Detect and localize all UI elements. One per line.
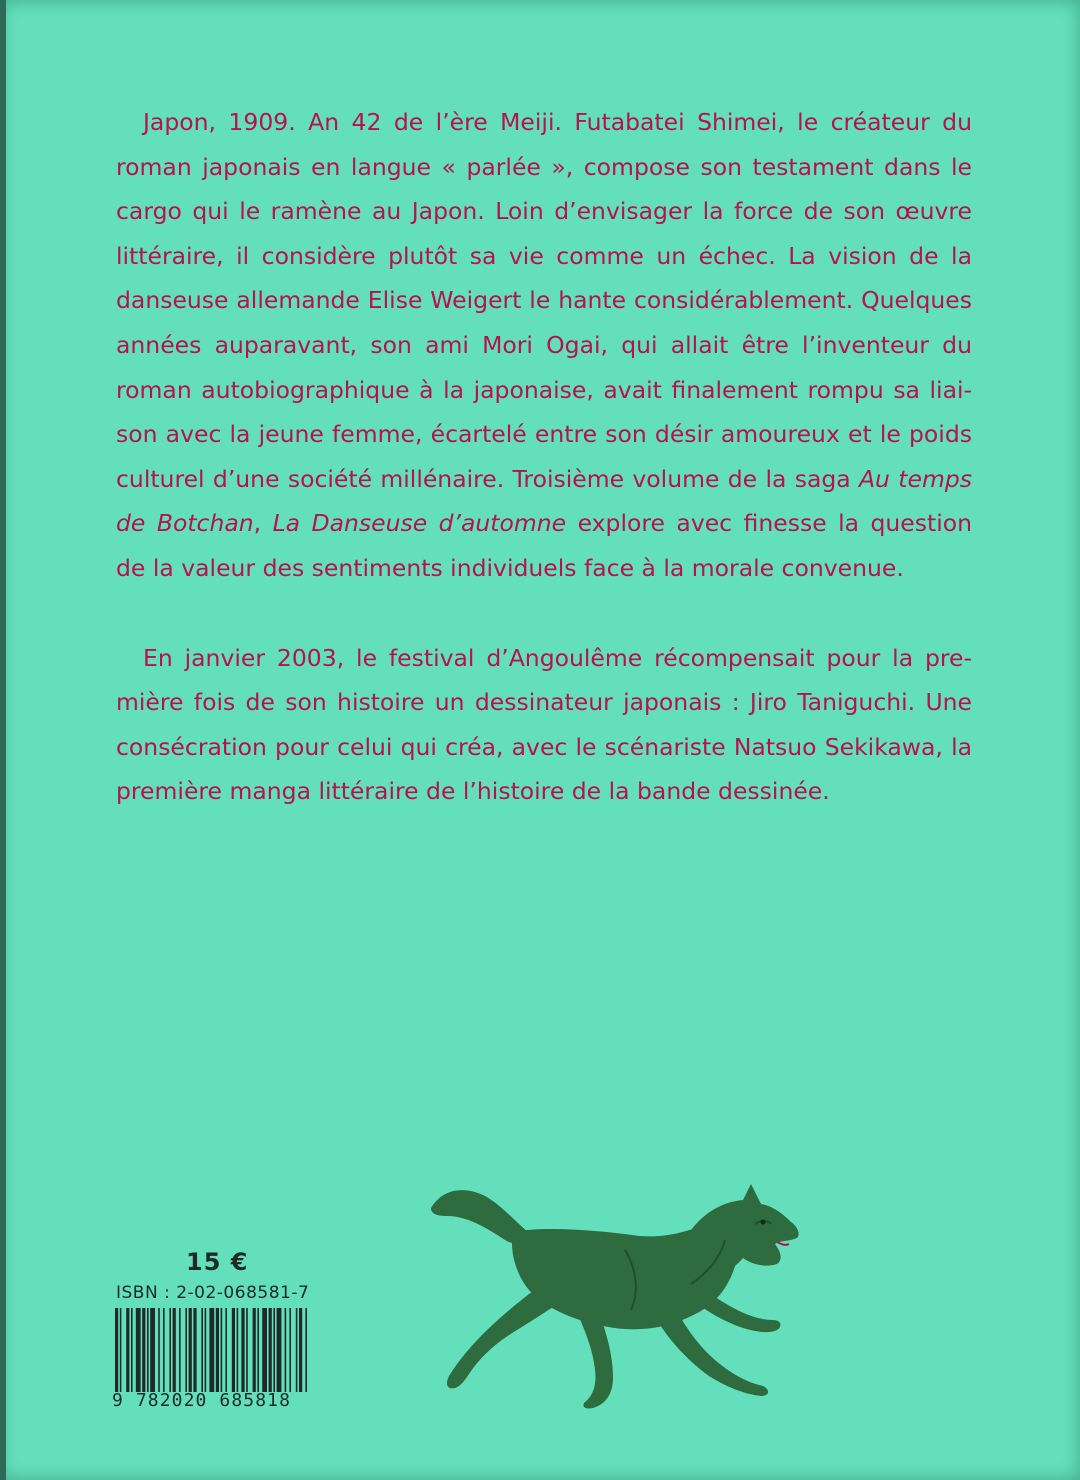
- barcode-bar: [147, 1308, 149, 1392]
- barcode-bar: [193, 1308, 196, 1392]
- barcode: [115, 1308, 310, 1392]
- barcode-bar: [205, 1308, 207, 1392]
- barcode-bar: [120, 1308, 122, 1392]
- barcode-bar: [163, 1308, 165, 1392]
- isbn-label: ISBN : 2-02-068581-7: [116, 1283, 310, 1303]
- barcode-bar: [246, 1308, 248, 1392]
- barcode-bar: [273, 1308, 275, 1392]
- author-paragraph: En janvier 2003, le festival d’Angoulême récompensait pour la première fois de son histoire un dessinateur japonais : Jiro Taniguchi. Une consécration pour celui qui créa, avec le scénariste Natsuo Sekikawa, la première manga littéraire de l’histoire de la bande dessinée.: [116, 643, 972, 806]
- barcode-bar: [221, 1308, 223, 1392]
- barcode-bar: [253, 1308, 256, 1392]
- barcode-bar: [285, 1308, 287, 1392]
- barcode-bar: [173, 1308, 176, 1392]
- title-separator: ,: [253, 509, 273, 538]
- barcode-bar: [225, 1308, 227, 1392]
- barcode-bar: [277, 1308, 282, 1392]
- barcode-bar: [241, 1308, 244, 1392]
- barcode-number: 9 782020 685818: [112, 1390, 292, 1411]
- barcode-bar: [126, 1308, 129, 1392]
- price-label: 15 €: [186, 1248, 249, 1276]
- series-title: Au temps de Botchan: [116, 464, 972, 538]
- barcode-bar: [115, 1308, 118, 1392]
- cover-edge: [0, 0, 6, 1480]
- barcode-bar: [237, 1308, 239, 1392]
- barcode-bar: [201, 1308, 203, 1392]
- barcode-bar: [169, 1308, 171, 1392]
- barcode-bar: [262, 1308, 267, 1392]
- barcode-bar: [296, 1308, 298, 1392]
- barcode-bar: [179, 1308, 181, 1392]
- barcode-bar: [269, 1308, 272, 1392]
- barcode-bar: [158, 1308, 160, 1392]
- barcode-bar: [299, 1308, 302, 1392]
- barcode-bar: [305, 1308, 307, 1392]
- barcode-bar: [189, 1308, 192, 1392]
- barcode-bar: [216, 1308, 219, 1392]
- barcode-bar: [131, 1308, 133, 1392]
- barcode-bar: [185, 1308, 187, 1392]
- synopsis-text-main: Japon, 1909. An 42 de l’ère Meiji. Futabatei Shimei, le créateur du roman japonais en langue « parlée », compose son testament dans le cargo qui le ramène au Japon. Loin d’envisager la force de son œuvre littéraire, il considère plutôt sa vie comme un échec. La vision de la danseuse allemande Elise Weigert le hante considérablement. Quelques années auparavant, son ami Mori Ogai, qui allait être l’inventeur du roman autobiographique à la japonaise, avait finalement rompu sa liaison avec la jeune femme, écartelé entre son désir amoureux et le poids culturel d’une société millénaire. Troisième volume de la saga: [116, 108, 972, 493]
- barcode-bar: [136, 1308, 141, 1392]
- barcode-bar: [142, 1308, 145, 1392]
- barcode-bar: [257, 1308, 259, 1392]
- synopsis-paragraph: [116, 100, 972, 591]
- barcode-bar: [150, 1308, 155, 1392]
- barcode-bar: [209, 1308, 214, 1392]
- synopsis-text: [116, 100, 972, 814]
- barcode-bar: [232, 1308, 235, 1392]
- book-title: La Danseuse d’automne: [272, 509, 567, 538]
- running-wolf-icon: [425, 1180, 805, 1410]
- synopsis-text-end: explore avec finesse la question de la valeur des sentiments individuels face à la morale convenue.: [116, 509, 972, 582]
- barcode-bar: [289, 1308, 291, 1392]
